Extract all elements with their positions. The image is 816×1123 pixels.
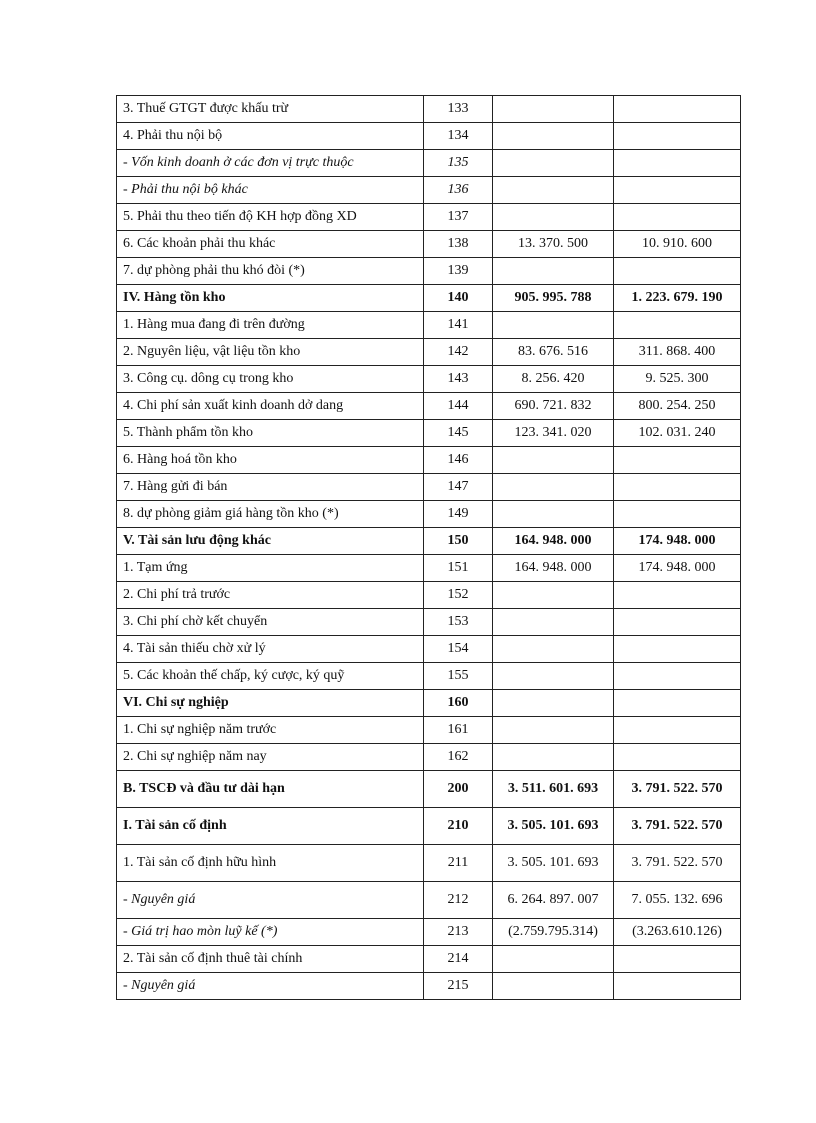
row-value-end: [614, 177, 741, 204]
row-code: 151: [424, 555, 493, 582]
row-value-start: [493, 663, 614, 690]
row-name: 1. Tạm ứng: [117, 555, 424, 582]
table-row: [117, 946, 741, 973]
row-code: 212: [424, 882, 493, 919]
row-code: 161: [424, 717, 493, 744]
row-value-start: [493, 474, 614, 501]
row-code: 144: [424, 393, 493, 420]
row-name: 5. Thành phẩm tồn kho: [117, 420, 424, 447]
row-name: 4. Phải thu nội bộ: [117, 123, 424, 150]
table-row: [117, 973, 741, 1000]
row-value-start: [493, 177, 614, 204]
row-name: 3. Thuế GTGT được khấu trừ: [117, 96, 424, 123]
table-row: [117, 919, 741, 946]
table-row: [117, 447, 741, 474]
row-value-start: [493, 744, 614, 771]
row-name: 2. Tài sản cố định thuê tài chính: [117, 946, 424, 973]
row-value-end: [614, 312, 741, 339]
row-name: IV. Hàng tồn kho: [117, 285, 424, 312]
row-value-end: 10. 910. 600: [614, 231, 741, 258]
row-code: 213: [424, 919, 493, 946]
section-row: [117, 285, 741, 312]
row-value-end: [614, 690, 741, 717]
row-value-start: [493, 973, 614, 1000]
row-code: 162: [424, 744, 493, 771]
row-value-end: [614, 609, 741, 636]
row-code: 153: [424, 609, 493, 636]
row-name: 4. Tài sản thiếu chờ xử lý: [117, 636, 424, 663]
row-code: 137: [424, 204, 493, 231]
table-row: [117, 582, 741, 609]
row-value-start: [493, 447, 614, 474]
row-name: 5. Phải thu theo tiến độ KH hợp đồng XD: [117, 204, 424, 231]
row-value-end: [614, 717, 741, 744]
table-row: [117, 474, 741, 501]
row-name: 7. dự phòng phải thu khó đòi (*): [117, 258, 424, 285]
table-row: [117, 501, 741, 528]
row-name: 5. Các khoản thế chấp, ký cược, ký quỹ: [117, 663, 424, 690]
row-value-start: [493, 204, 614, 231]
row-value-end: 311. 868. 400: [614, 339, 741, 366]
section-row: [117, 690, 741, 717]
row-name: 1. Tài sản cố định hữu hình: [117, 845, 424, 882]
row-value-start: 8. 256. 420: [493, 366, 614, 393]
row-value-start: 690. 721. 832: [493, 393, 614, 420]
row-name: 6. Các khoản phải thu khác: [117, 231, 424, 258]
row-name: - Nguyên giá: [117, 973, 424, 1000]
row-name: 2. Chi phí trả trước: [117, 582, 424, 609]
table-row: [117, 339, 741, 366]
row-name: 8. dự phòng giảm giá hàng tồn kho (*): [117, 501, 424, 528]
row-value-start: [493, 258, 614, 285]
row-value-start: [493, 609, 614, 636]
row-value-end: [614, 636, 741, 663]
row-value-end: 1. 223. 679. 190: [614, 285, 741, 312]
row-code: 149: [424, 501, 493, 528]
row-value-end: 9. 525. 300: [614, 366, 741, 393]
row-code: 134: [424, 123, 493, 150]
row-value-end: [614, 204, 741, 231]
table-row: [117, 636, 741, 663]
section-row: [117, 771, 741, 808]
row-value-end: [614, 663, 741, 690]
row-name: B. TSCĐ và đầu tư dài hạn: [117, 771, 424, 808]
row-name: - Vốn kinh doanh ở các đơn vị trực thuộc: [117, 150, 424, 177]
row-code: 143: [424, 366, 493, 393]
row-value-start: (2.759.795.314): [493, 919, 614, 946]
row-code: 154: [424, 636, 493, 663]
table-row: [117, 150, 741, 177]
table-row: [117, 420, 741, 447]
row-value-end: [614, 501, 741, 528]
row-name: I. Tài sản cố định: [117, 808, 424, 845]
row-code: 210: [424, 808, 493, 845]
row-value-end: 174. 948. 000: [614, 555, 741, 582]
row-name: VI. Chi sự nghiệp: [117, 690, 424, 717]
row-code: 155: [424, 663, 493, 690]
row-value-start: [493, 501, 614, 528]
row-code: 152: [424, 582, 493, 609]
balance-sheet-table: [116, 95, 741, 1000]
section-row: [117, 808, 741, 845]
row-code: 136: [424, 177, 493, 204]
row-code: 142: [424, 339, 493, 366]
row-code: 215: [424, 973, 493, 1000]
row-code: 211: [424, 845, 493, 882]
row-value-start: 6. 264. 897. 007: [493, 882, 614, 919]
row-value-start: [493, 690, 614, 717]
row-code: 138: [424, 231, 493, 258]
row-name: V. Tài sản lưu động khác: [117, 528, 424, 555]
table-row: [117, 258, 741, 285]
row-code: 140: [424, 285, 493, 312]
row-name: - Giá trị hao mòn luỹ kế (*): [117, 919, 424, 946]
row-name: 6. Hàng hoá tồn kho: [117, 447, 424, 474]
row-value-end: [614, 973, 741, 1000]
table-row: [117, 717, 741, 744]
row-value-end: [614, 150, 741, 177]
row-value-end: 7. 055. 132. 696: [614, 882, 741, 919]
row-name: 3. Chi phí chờ kết chuyển: [117, 609, 424, 636]
row-value-start: 123. 341. 020: [493, 420, 614, 447]
table-row: [117, 231, 741, 258]
row-name: 7. Hàng gửi đi bán: [117, 474, 424, 501]
table-row: [117, 609, 741, 636]
table-row: [117, 393, 741, 420]
row-value-end: [614, 582, 741, 609]
row-name: - Phải thu nội bộ khác: [117, 177, 424, 204]
row-code: 133: [424, 96, 493, 123]
row-value-end: [614, 258, 741, 285]
row-value-end: [614, 96, 741, 123]
table-row: [117, 744, 741, 771]
table-row: [117, 123, 741, 150]
row-name: 1. Chi sự nghiệp năm trước: [117, 717, 424, 744]
row-value-start: [493, 150, 614, 177]
table-row: [117, 312, 741, 339]
row-value-end: 3. 791. 522. 570: [614, 845, 741, 882]
row-value-start: [493, 123, 614, 150]
table-row: [117, 177, 741, 204]
section-row: [117, 528, 741, 555]
row-code: 146: [424, 447, 493, 474]
row-name: 2. Chi sự nghiệp năm nay: [117, 744, 424, 771]
row-name: 2. Nguyên liệu, vật liệu tồn kho: [117, 339, 424, 366]
row-value-start: [493, 636, 614, 663]
row-value-end: [614, 447, 741, 474]
row-value-start: [493, 946, 614, 973]
row-value-start: [493, 717, 614, 744]
row-value-start: 164. 948. 000: [493, 555, 614, 582]
row-value-start: 13. 370. 500: [493, 231, 614, 258]
row-value-end: [614, 474, 741, 501]
row-value-start: 3. 505. 101. 693: [493, 808, 614, 845]
row-value-start: 83. 676. 516: [493, 339, 614, 366]
row-value-end: 3. 791. 522. 570: [614, 808, 741, 845]
row-value-start: 3. 505. 101. 693: [493, 845, 614, 882]
row-value-end: 174. 948. 000: [614, 528, 741, 555]
row-code: 147: [424, 474, 493, 501]
row-value-end: 3. 791. 522. 570: [614, 771, 741, 808]
row-code: 135: [424, 150, 493, 177]
table-row: [117, 663, 741, 690]
row-value-start: [493, 96, 614, 123]
row-value-end: [614, 123, 741, 150]
row-name: 4. Chi phí sản xuất kinh doanh dở dang: [117, 393, 424, 420]
table-row: [117, 882, 741, 919]
table-row: [117, 96, 741, 123]
row-value-start: [493, 582, 614, 609]
row-code: 145: [424, 420, 493, 447]
row-name: 1. Hàng mua đang đi trên đường: [117, 312, 424, 339]
row-name: - Nguyên giá: [117, 882, 424, 919]
row-value-start: 164. 948. 000: [493, 528, 614, 555]
row-value-start: 905. 995. 788: [493, 285, 614, 312]
table-row: [117, 555, 741, 582]
row-value-end: [614, 946, 741, 973]
row-value-end: 800. 254. 250: [614, 393, 741, 420]
row-value-end: 102. 031. 240: [614, 420, 741, 447]
row-name: 3. Công cụ. dông cụ trong kho: [117, 366, 424, 393]
row-code: 139: [424, 258, 493, 285]
row-code: 150: [424, 528, 493, 555]
row-code: 200: [424, 771, 493, 808]
row-value-end: [614, 744, 741, 771]
table-row: [117, 366, 741, 393]
table-row: [117, 845, 741, 882]
table-row: [117, 204, 741, 231]
row-value-start: 3. 511. 601. 693: [493, 771, 614, 808]
row-value-start: [493, 312, 614, 339]
row-code: 214: [424, 946, 493, 973]
row-code: 160: [424, 690, 493, 717]
row-value-end: (3.263.610.126): [614, 919, 741, 946]
row-code: 141: [424, 312, 493, 339]
